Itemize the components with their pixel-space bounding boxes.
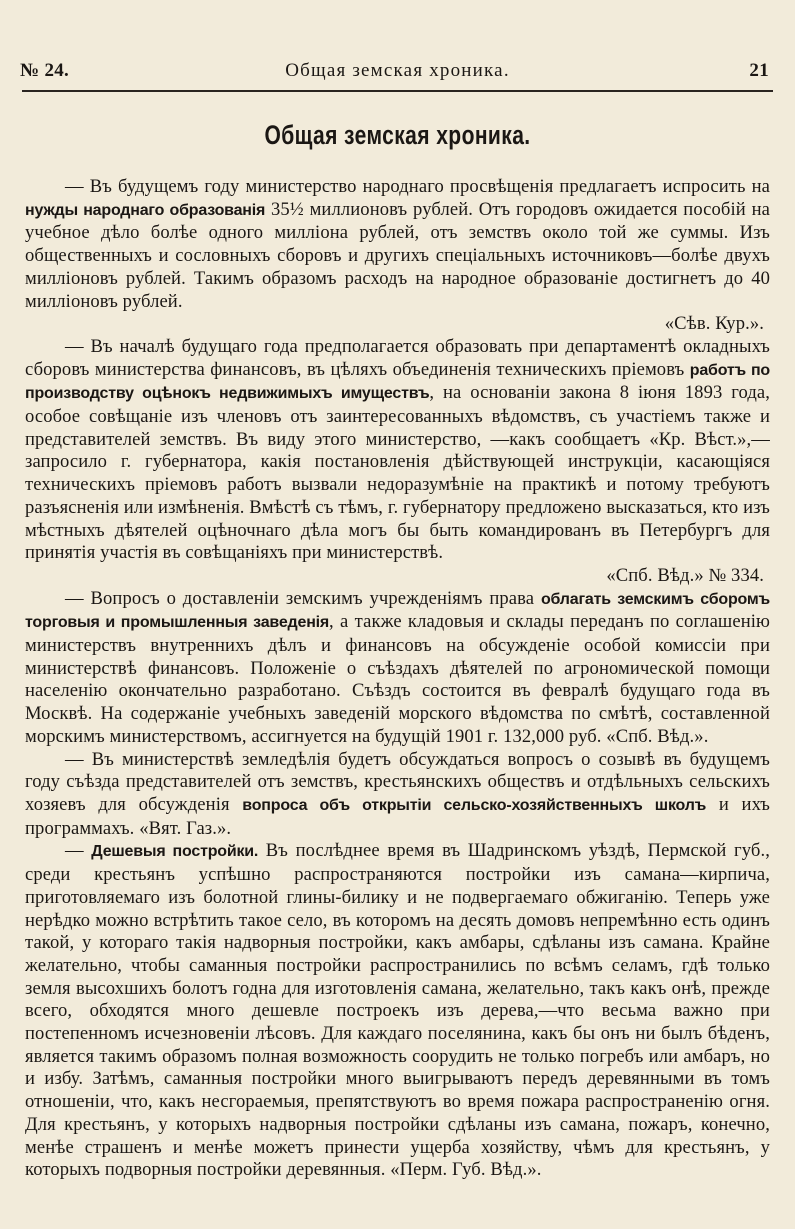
running-head xyxy=(20,60,775,84)
paragraph-text: , на основаніи закона 8 іюня 1893 года, особое совѣщаніе изъ членовъ отъ заинтересованныхъ вѣдомствъ, съ участіемъ также и представителей земствъ. Въ виду этого министерство, —какъ сообщаетъ «Кр. Вѣст.»,—запросило г. губернатора, какія постановленія дѣйствующей инструкціи, касающіяся техническихъ пріемовъ работъ вызвали недоразумѣніе на практикѣ и потому требуютъ разъясненія или измѣненія. Вмѣстѣ съ тѣмъ, г. губернатору предложено высказаться, кто изъ мѣстныхъ дѣятелей оцѣночнаго дѣла могъ бы быть командированъ въ Петербургъ для принятія участія въ совѣщаніяхъ при министерствѣ. xyxy=(25,382,770,564)
paragraph-text: и ихъ программахъ. xyxy=(25,793,770,839)
running-title: Общая земская хроника. xyxy=(285,60,510,81)
emphasis-text: облагать земскимъ сборомъ торговыя и промышленныя заведенія xyxy=(25,590,770,632)
header-rule xyxy=(22,90,773,92)
paragraph-text: — xyxy=(65,840,92,862)
source-line xyxy=(25,313,770,336)
paragraph-cheap-buildings xyxy=(25,840,770,1182)
paragraph-text: — Въ началѣ будущаго года предполагается образовать при департаментѣ окладныхъ сборовъ министерства финансовъ, въ цѣляхъ объединенія техническихъ пріемовъ xyxy=(25,335,770,380)
paragraph-text: 35½ миллионовъ рублей. Отъ городовъ ожидается пособій на учебное дѣло болѣе одного милліона рублей, отъ земствъ около той же суммы. Изъ общественныхъ и сословныхъ сборовъ и другихъ спеціальныхъ источниковъ—болѣе двухъ милліоновъ рублей. Такимъ образомъ расходъ на народное образованіе достигнетъ до 40 милліоновъ рублей. xyxy=(25,198,770,312)
paragraph-zemstvo-tax xyxy=(25,588,770,749)
paragraph-valuation-meeting xyxy=(25,336,770,565)
emphasis-text: нужды народнаго образованія xyxy=(25,201,266,219)
page-number: 21 xyxy=(749,60,769,81)
article-body xyxy=(25,176,770,1182)
emphasis-text: Дешевыя постройки. xyxy=(91,843,259,861)
paragraph-agriculture-congress xyxy=(25,749,770,841)
paragraph-text: — Въ будущемъ году министерство народнаго просвѣщенія предлагаетъ испросить на xyxy=(65,176,770,197)
issue-number: № 24. xyxy=(20,60,70,81)
source-citation: «Спб. Вѣд.» № 334. xyxy=(606,564,764,586)
paragraph-text: , а также кладовыя и склады переданъ по соглашенію министерствъ внутреннихъ дѣлъ и финансовъ на обсужденіе особой комиссіи при министерствѣ финансовъ. Положеніе о съѣздахъ дѣятелей по агрономической помощи населенію окончательно разработано. Съѣздъ состоится въ февралѣ будущаго года въ Москвѣ. На содержаніе учебныхъ заведеній морского вѣдомства по смѣтѣ, составленной морскимъ министерствомъ, ассигнуется на будущій 1901 г. 132,000 руб. xyxy=(25,611,770,747)
paragraph-education-funding xyxy=(25,176,770,313)
source-line xyxy=(25,565,770,588)
emphasis-text: работъ по производству оцѣнокъ недвижимыхъ имуществъ xyxy=(25,361,770,403)
source-citation: «Сѣв. Кур.». xyxy=(664,313,764,335)
source-citation: «Вят. Газ.». xyxy=(139,817,232,839)
source-citation: «Спб. Вѣд.». xyxy=(606,725,709,747)
source-citation: «Перм. Губ. Вѣд.». xyxy=(390,1159,542,1181)
article-title: Общая земская хроника. xyxy=(264,120,531,150)
paragraph-text: — Вопросъ о доставленіи земскимъ учрежденіямъ права xyxy=(65,587,541,609)
paragraph-text: — Въ министерствѣ земледѣлія будетъ обсуждаться вопросъ о созывѣ въ будущемъ году съѣзда представителей отъ земствъ, крестьянскихъ обществъ и отдѣльныхъ сельскихъ хозяевъ для обсужденія xyxy=(25,748,770,815)
paragraph-text: Въ послѣднее время въ Шадринскомъ уѣздѣ, Пермской губ., среди крестьянъ успѣшно распространяются постройки изъ самана—кирпича, приготовляемаго изъ болотной глины-билику и не подвергаемаго обжиганію. Теперь уже нерѣдко можно встрѣтить такое село, въ которомъ на десять домовъ непремѣнно есть одинъ такой, у котораго такія надворныя постройки, какъ амбары, сдѣланы изъ самана. Крайне желательно, чтобы саманныя постройки распространились по всѣмъ селамъ, гдѣ только земля высохшихъ болотъ годна для изготовленія самана, желательно, такъ какъ онѣ, прежде всего, обходятся много дешевле построекъ изъ дерева,—что весьма важно при постепенномъ исчезновеніи лѣсовъ. Для каждаго поселянина, какъ бы онъ ни былъ бѣденъ, является такимъ образомъ полная возможность соорудить не только погребъ или амбаръ, но и избу. Затѣмъ, саманныя постройки много выигрываютъ передъ деревянными въ томъ отношеніи, что, какъ несгораемыя, препятствуютъ во время пожара распространенію огня. Для крестьянъ, у которыхъ надворныя постройки сдѣланы изъ самана, пожаръ, конечно, менѣе страшенъ и менѣе можетъ принести ущерба хозяйству, чѣмъ для крестьянъ, у которыхъ подворныя постройки деревянныя. xyxy=(25,840,770,1181)
emphasis-text: вопроса объ открытіи сельско-хозяйственныхъ школъ xyxy=(242,796,707,814)
